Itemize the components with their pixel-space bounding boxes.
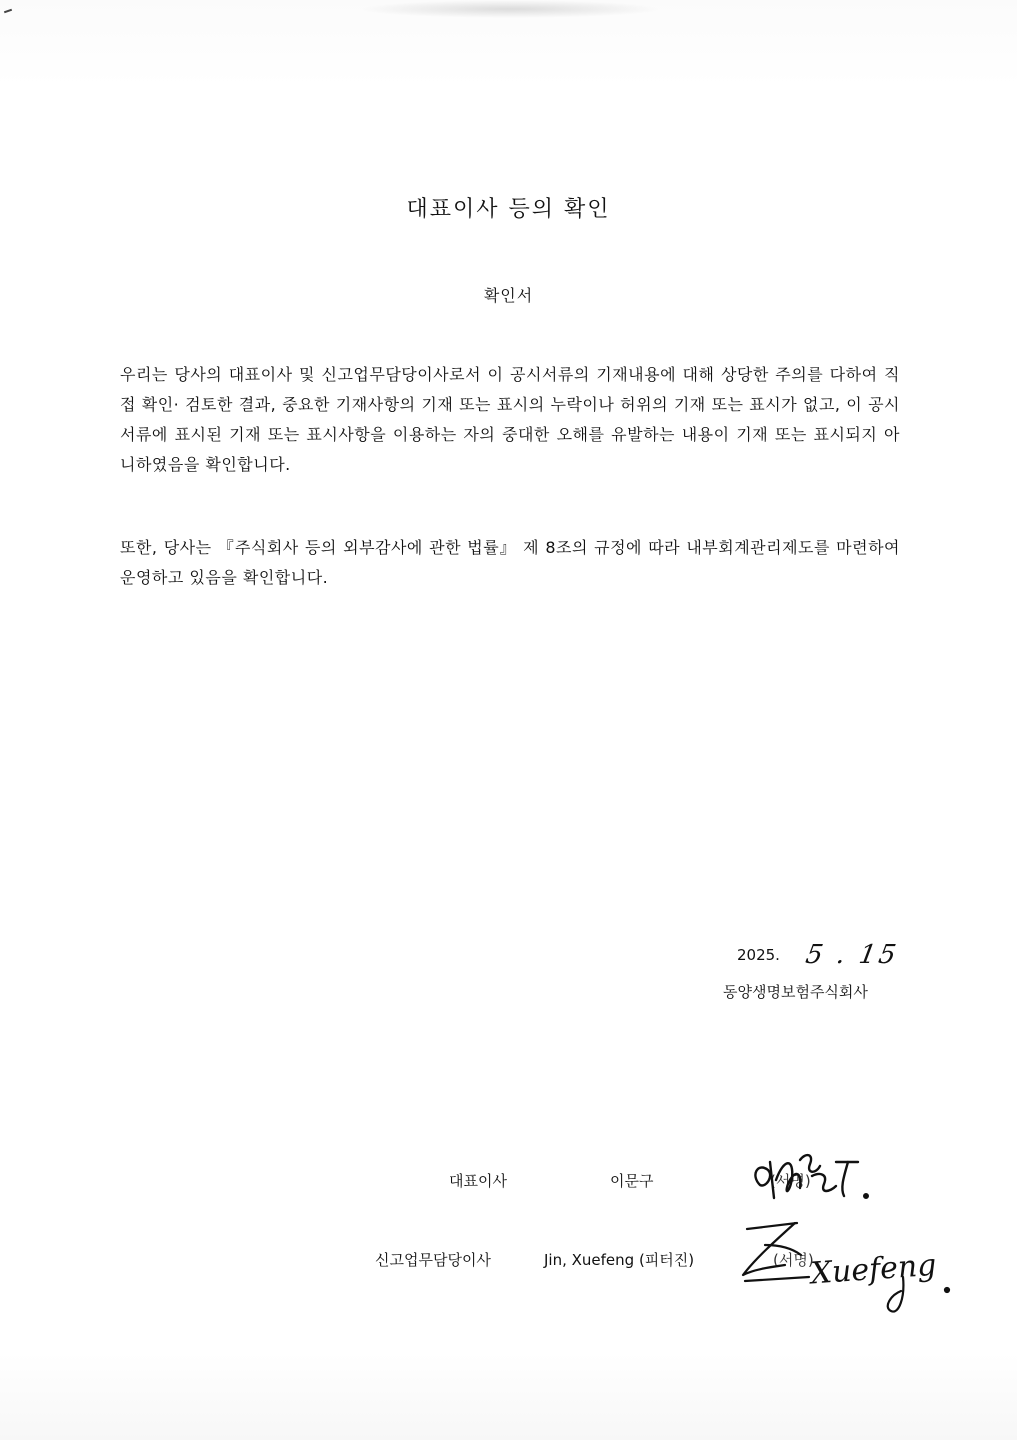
scan-shadow [360, 0, 660, 18]
representative-name: 이문구 [610, 1172, 654, 1190]
document-title: 대표이사 등의 확인 [406, 197, 611, 222]
officer-name: Jin, Xuefeng (피터진) [544, 1251, 695, 1269]
company-name: 동양생명보험주식회사 [723, 983, 868, 1001]
representative-title: 대표이사 [449, 1172, 507, 1190]
officer-signature [735, 1215, 965, 1330]
date-year: 2025. [737, 946, 780, 964]
representative-seal-label: (서명) [770, 1172, 811, 1190]
scan-mark [4, 9, 12, 14]
officer-seal-label: (서명) [773, 1251, 814, 1269]
officer-title: 신고업무담당이사 [375, 1251, 491, 1269]
representative-signature [740, 1140, 890, 1210]
officer-signature-script: Xuefeng [809, 1247, 938, 1292]
internal-control-paragraph: 또한, 당사는 『주식회사 등의 외부감사에 관한 법률』 제 8조의 규정에 따라 내부회계관리제도를 마련하여 운영하고 있음을 확인합니다. [120, 538, 900, 587]
confirmation-paragraph: 우리는 당사의 대표이사 및 신고업무담당이사로서 이 공시서류의 기재내용에 대해 상당한 주의를 다하여 직접 확인· 검토한 결과, 중요한 기재사항의 기재 또는 표시의 누락이나 허위의 기재 또는 표시가 없고, 이 공시서류에 표시된 기재 또는 표시사항을 이용하는 자의 중대한 오해를 유발하는 내용이 기재 또는 표시되지 아니하였음을 확인합니다. [120, 365, 900, 474]
document-subtitle: 확인서 [483, 286, 534, 305]
date-handwritten: 5 . 15 [803, 940, 902, 970]
date-line [737, 940, 902, 970]
